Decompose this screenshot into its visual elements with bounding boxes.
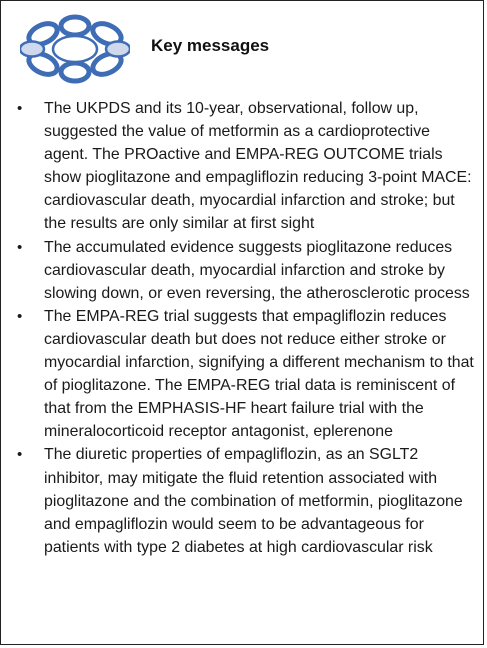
ring-of-ovals-logo-icon: [20, 8, 130, 90]
list-item-text: The UKPDS and its 10-year, observational, follow up, suggested the value of metformin as a cardioprotective agent. The PROactive and EMPA-REG OUTCOME trials show pioglitazone and empagliflozin reducing 3-point MACE: cardiovascular death, myocardial infarction and stroke; but the results are only similar at first sight: [44, 100, 472, 233]
list-item-text: The diuretic properties of empagliflozin, as an SGLT2 inhibitor, may mitigate the fluid retention associated with pioglitazone and the combination of metformin, pioglitazone and empagliflozin would seem to be advantageous for patients with type 2 diabetes at high cardiovascular risk: [44, 446, 463, 556]
list-item-text: The accumulated evidence suggests pioglitazone reduces cardiovascular death, myocardial infarction and stroke by slowing down, or even reversing, the atherosclerotic process: [44, 238, 470, 302]
key-messages-list: [1, 97, 485, 559]
list-item: [1, 443, 485, 558]
section-title: Key messages: [151, 36, 270, 55]
list-item: [1, 236, 485, 305]
bullet-icon: •: [17, 307, 23, 325]
list-item: [1, 305, 485, 444]
bullet-icon: •: [17, 100, 23, 117]
list-item: [1, 97, 485, 236]
bullet-icon: •: [17, 238, 23, 256]
bullet-icon: •: [17, 446, 23, 464]
list-item-text: The EMPA-REG trial suggests that empagliflozin reduces cardiovascular death but does not reduce either stroke or myocardial infarction, signifying a different mechanism to that of pioglitazone. The EMPA-REG trial data is reminiscent of that from the EMPHASIS-HF heart failure trial with the mineralocorticoid receptor antagonist, eplerenone: [44, 307, 474, 441]
